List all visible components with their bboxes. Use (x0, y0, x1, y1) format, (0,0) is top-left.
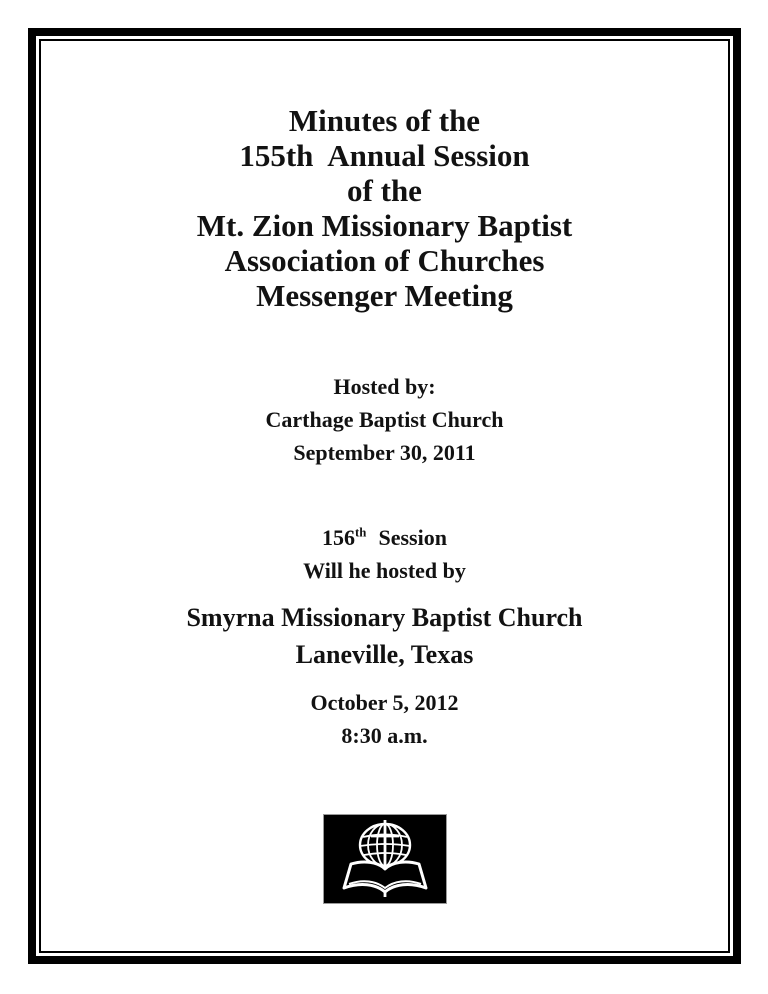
title-line: Mt. Zion Missionary Baptist (196, 208, 573, 243)
next-session-number-line (41, 521, 728, 554)
hosting-church: Carthage Baptist Church (265, 407, 504, 432)
next-host-section (41, 599, 728, 673)
next-session-hosted-line: Will he hosted by (303, 558, 466, 583)
title-line: 155th Annual Session (239, 138, 530, 173)
next-date-section (41, 686, 728, 752)
title-line: of the (347, 173, 422, 208)
inner-border-frame (39, 39, 730, 953)
session-word: Session (378, 525, 447, 550)
next-session-date: October 5, 2012 (310, 690, 459, 715)
title-line: Association of Churches (224, 243, 545, 278)
next-host-location: Laneville, Texas (295, 640, 474, 669)
ordinal-suffix: th (355, 525, 367, 540)
document-title (41, 103, 728, 313)
hosted-by-section (41, 370, 728, 469)
title-line: Minutes of the (288, 103, 481, 138)
session-date: September 30, 2011 (293, 440, 476, 465)
session-number: 156 (322, 525, 356, 550)
next-session-time: 8:30 a.m. (341, 723, 428, 748)
hosted-by-label: Hosted by: (333, 374, 436, 399)
next-session-section (41, 521, 728, 587)
next-host-church: Smyrna Missionary Baptist Church (186, 603, 583, 632)
logo-section (41, 814, 728, 908)
title-line: Messenger Meeting (256, 278, 513, 313)
globe-cross-open-book-logo-icon (323, 814, 447, 904)
outer-border-frame (28, 28, 741, 964)
